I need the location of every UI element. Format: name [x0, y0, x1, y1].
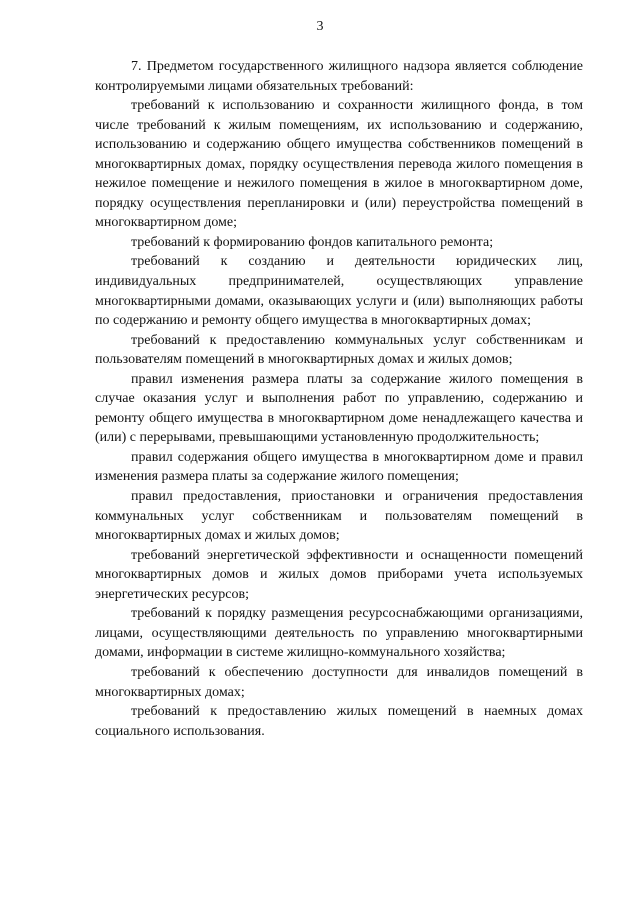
document-body — [95, 57, 583, 741]
page-number: 3 — [316, 19, 324, 34]
paragraph-energy-efficiency: требований энергетической эффективности и оснащенности помещений многоквартирных домов и жилых домов приборами учета используемых энергетических ресурсов; — [95, 547, 583, 602]
paragraph-subject-of-supervision: 7. Предметом государственного жилищного надзора является соблюдение контролируемыми лицами обязательных требований: — [95, 59, 583, 94]
paragraph-management-organizations: требований к созданию и деятельности юридических лиц, индивидуальных предпринимателей, осуществляющих управление многоквартирными домами, оказывающих услуги и (или) выполняющих работы по содержанию и ремонту общего имущества в многоквартирных домах; — [95, 254, 583, 329]
paragraph-fee-change-rules: правил изменения размера платы за содержание жилого помещения в случае оказания услуг и выполнения работ по управлению, содержанию и ремонту общего имущества в многоквартирном доме ненадлежащего качества и (или) с перерывами, превышающими установленную продолжительность; — [95, 371, 583, 446]
paragraph-information-disclosure: требований к порядку размещения ресурсоснабжающими организациями, лицами, осуществляющими деятельность по управлению многоквартирными домами, информации в системе жилищно-коммунального хозяйства; — [95, 606, 583, 661]
paragraph-social-rental-housing: требований к предоставлению жилых помещений в наемных домах социального использования. — [95, 704, 583, 739]
paragraph-utility-services: требований к предоставлению коммунальных услуг собственникам и пользователям помещений в многоквартирных домах и жилых домов; — [95, 332, 583, 368]
paragraph-utility-suspension-rules: правил предоставления, приостановки и ограничения предоставления коммунальных услуг собственникам и пользователям помещений в многоквартирных домах и жилых домов; — [95, 489, 583, 544]
paragraph-housing-fund-use: требований к использованию и сохранности жилищного фонда, в том числе требований к жилым помещениям, их использованию и содержанию, использованию и содержанию общего имущества собственников помещений в многоквартирных домах, порядку осуществления перевода жилого помещения в нежилое помещение и нежилого помещения в жилое в многоквартирном доме, порядку осуществления перепланировки и (или) переустройства помещений в многоквартирном доме; — [95, 98, 583, 231]
paragraph-capital-repair-funds: требований к формированию фондов капитального ремонта; — [131, 234, 494, 250]
paragraph-accessibility: требований к обеспечению доступности для инвалидов помещений в многоквартирных домах; — [95, 664, 583, 700]
paragraph-common-property-maintenance: правил содержания общего имущества в многоквартирном доме и правил изменения размера платы за содержание жилого помещения; — [95, 449, 583, 485]
